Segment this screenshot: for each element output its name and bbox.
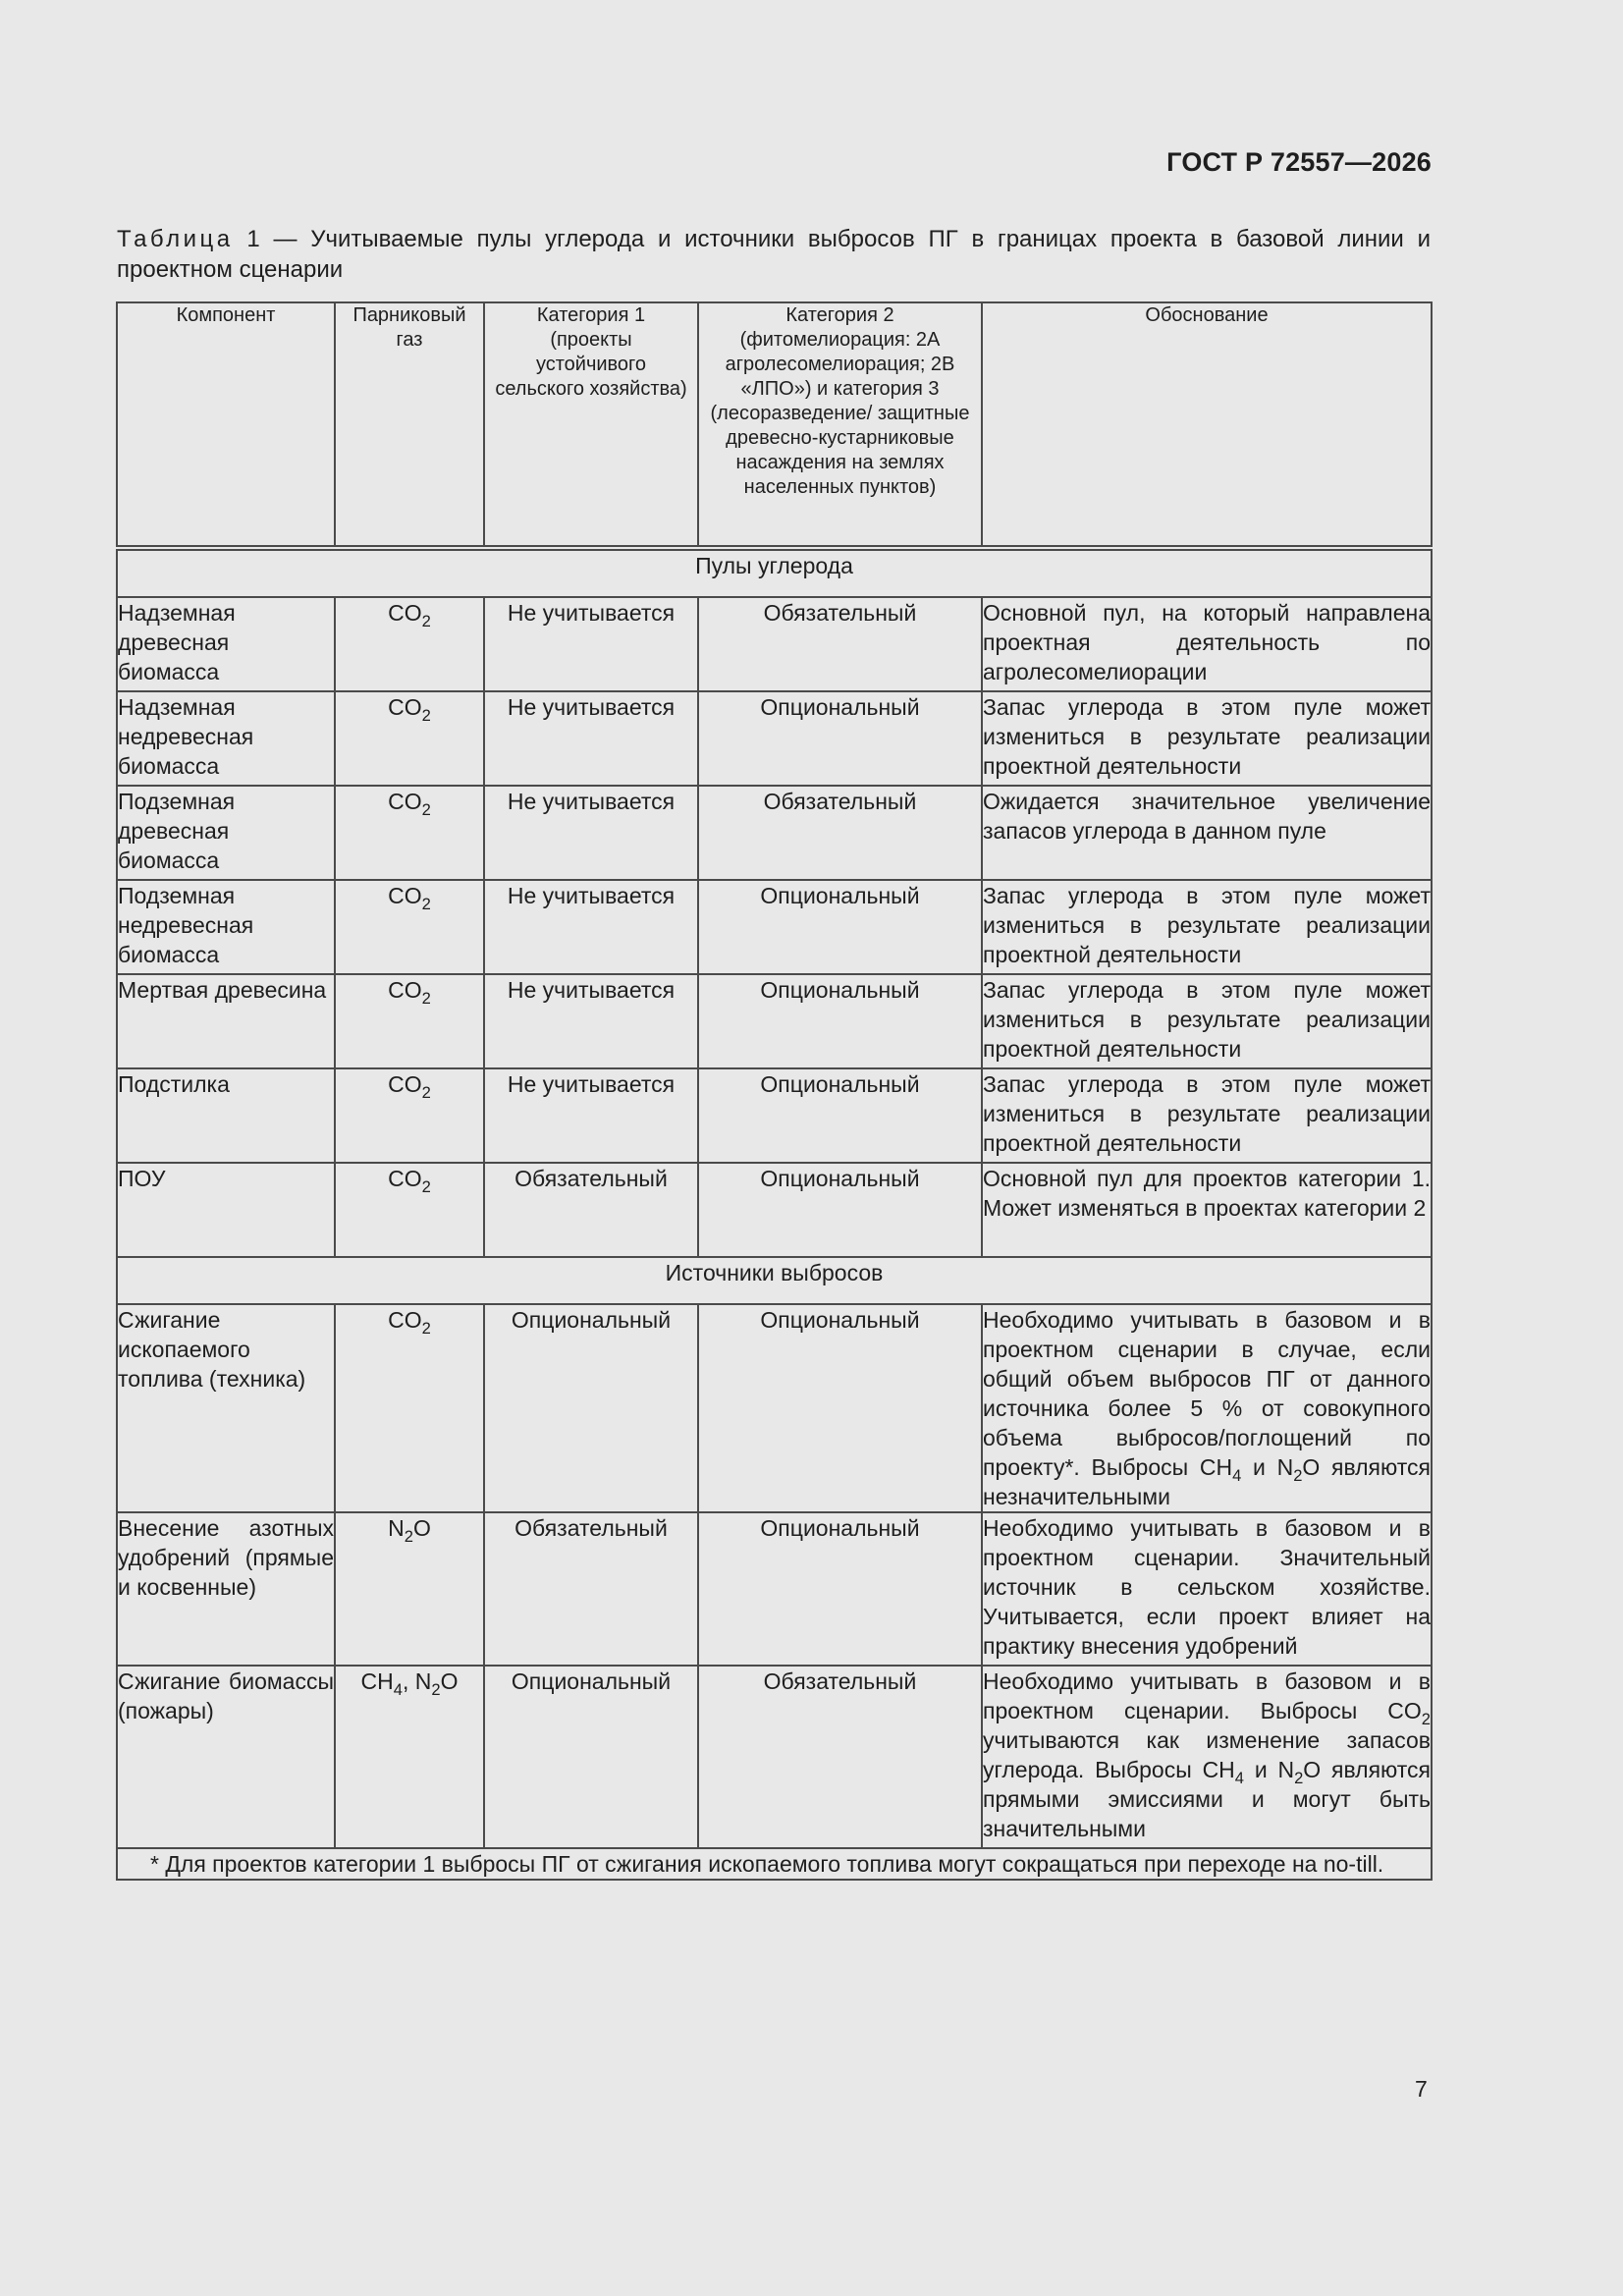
justification-cell: Необходимо учитывать в базовом и в проектном сценарии в случае, если общий объем выбросов ПГ от данного источника более 5 % от совокупного объема выбросов/поглощений по проекту*. Выбросы $CH_4$ и $N_2O$ являются незначительными [982,1304,1432,1512]
gas-cell: $CH_4$, $N_2O$ [335,1666,484,1848]
table-row [117,1666,1432,1848]
component-cell: ПОУ [117,1163,335,1257]
component-cell: Мертвая древесина [117,974,335,1068]
category1-cell: Не учитывается [484,691,698,786]
component-cell: Подстилка [117,1068,335,1163]
component-cell: Надземная древесная биомасса [117,597,335,691]
justification-cell: Ожидается значительное увеличение запасов углерода в данном пуле [982,786,1432,880]
table-row [117,1512,1432,1666]
category2-cell: Обязательный [698,1666,982,1848]
category2-cell: Опциональный [698,974,982,1068]
table-row [117,1068,1432,1163]
category2-cell: Обязательный [698,597,982,691]
table-caption [117,224,1431,285]
category1-cell: Обязательный [484,1512,698,1666]
gas-cell: $CO_2$ [335,786,484,880]
table-row [117,1163,1432,1257]
gas-cell: $CO_2$ [335,691,484,786]
gas-cell: $CO_2$ [335,597,484,691]
column-header-category2: Категория 2 (фитомелиорация: 2А агролесомелиорация; 2В «ЛПО») и категория 3 (лесоразведение/ защитные древесно-кустарниковые насаждения на землях населенных пунктов) [698,302,982,548]
page-number: 7 [1415,2076,1428,2102]
component-cell: Сжигание биомассы (пожары) [117,1666,335,1848]
justification-cell: Запас углерода в этом пуле может измениться в результате реализации проектной деятельности [982,974,1432,1068]
category1-cell: Не учитывается [484,880,698,974]
category1-cell: Опциональный [484,1666,698,1848]
gas-cell: $N_2O$ [335,1512,484,1666]
category1-cell: Опциональный [484,1304,698,1512]
carbon-pools-table [116,301,1433,1881]
column-header-gas: Парниковый газ [335,302,484,548]
table-caption-label: Таблица [117,226,234,252]
footnote-row [117,1848,1432,1880]
gas-cell: $CO_2$ [335,1068,484,1163]
category1-cell: Не учитывается [484,786,698,880]
table-row [117,786,1432,880]
section-title: Источники выбросов [117,1257,1432,1304]
category2-cell: Опциональный [698,880,982,974]
category2-cell: Опциональный [698,1068,982,1163]
category1-cell: Обязательный [484,1163,698,1257]
category2-cell: Опциональный [698,691,982,786]
category1-cell: Не учитывается [484,974,698,1068]
gas-cell: $CO_2$ [335,1304,484,1512]
category2-cell: Обязательный [698,786,982,880]
table-row [117,597,1432,691]
component-cell: Подземная недревесная биомасса [117,880,335,974]
component-cell: Внесение азотных удобрений (прямые и косвенные) [117,1512,335,1666]
category1-cell: Не учитывается [484,1068,698,1163]
category2-cell: Опциональный [698,1163,982,1257]
table-caption-text: 1 — Учитываемые пулы углерода и источники выбросов ПГ в границах проекта в базовой линии и проектном сценарии [117,226,1431,283]
column-header-category1: Категория 1 (проекты устойчивого сельского хозяйства) [484,302,698,548]
justification-cell: Необходимо учитывать в базовом и в проектном сценарии. Значительный источник в сельском хозяйстве. Учитывается, если проект влияет на практику внесения удобрений [982,1512,1432,1666]
justification-cell: Основной пул, на который направлена проектная деятельность по агролесомелиорации [982,597,1432,691]
section-title: Пулы углерода [117,548,1432,597]
table-row [117,1304,1432,1512]
category1-cell: Не учитывается [484,597,698,691]
table-row [117,691,1432,786]
component-cell: Подземная древесная биомасса [117,786,335,880]
table-footnote: * Для проектов категории 1 выбросы ПГ от сжигания ископаемого топлива могут сокращаться при переходе на no-till. [117,1848,1432,1880]
justification-cell: Запас углерода в этом пуле может измениться в результате реализации проектной деятельности [982,1068,1432,1163]
table-row [117,974,1432,1068]
table-row [117,880,1432,974]
gas-cell: $CO_2$ [335,974,484,1068]
gas-cell: $CO_2$ [335,1163,484,1257]
category2-cell: Опциональный [698,1304,982,1512]
section-row-pools [117,548,1432,597]
section-row-sources [117,1257,1432,1304]
justification-cell: Необходимо учитывать в базовом и в проектном сценарии. Выбросы $CO_2$ учитываются как изменение запасов углерода. Выбросы $CH_4$ и $N_2O$ являются прямыми эмиссиями и могут быть значительными [982,1666,1432,1848]
category2-cell: Опциональный [698,1512,982,1666]
column-header-component: Компонент [117,302,335,548]
justification-cell: Запас углерода в этом пуле может измениться в результате реализации проектной деятельности [982,880,1432,974]
gas-cell: $CO_2$ [335,880,484,974]
column-header-justification: Обоснование [982,302,1432,548]
component-cell: Надземная недревесная биомасса [117,691,335,786]
document-code: ГОСТ Р 72557—2026 [1166,147,1432,177]
component-cell: Сжигание ископаемого топлива (техника) [117,1304,335,1512]
table-header-row [117,302,1432,548]
justification-cell: Запас углерода в этом пуле может измениться в результате реализации проектной деятельности [982,691,1432,786]
justification-cell: Основной пул для проектов категории 1. Может изменяться в проектах категории 2 [982,1163,1432,1257]
